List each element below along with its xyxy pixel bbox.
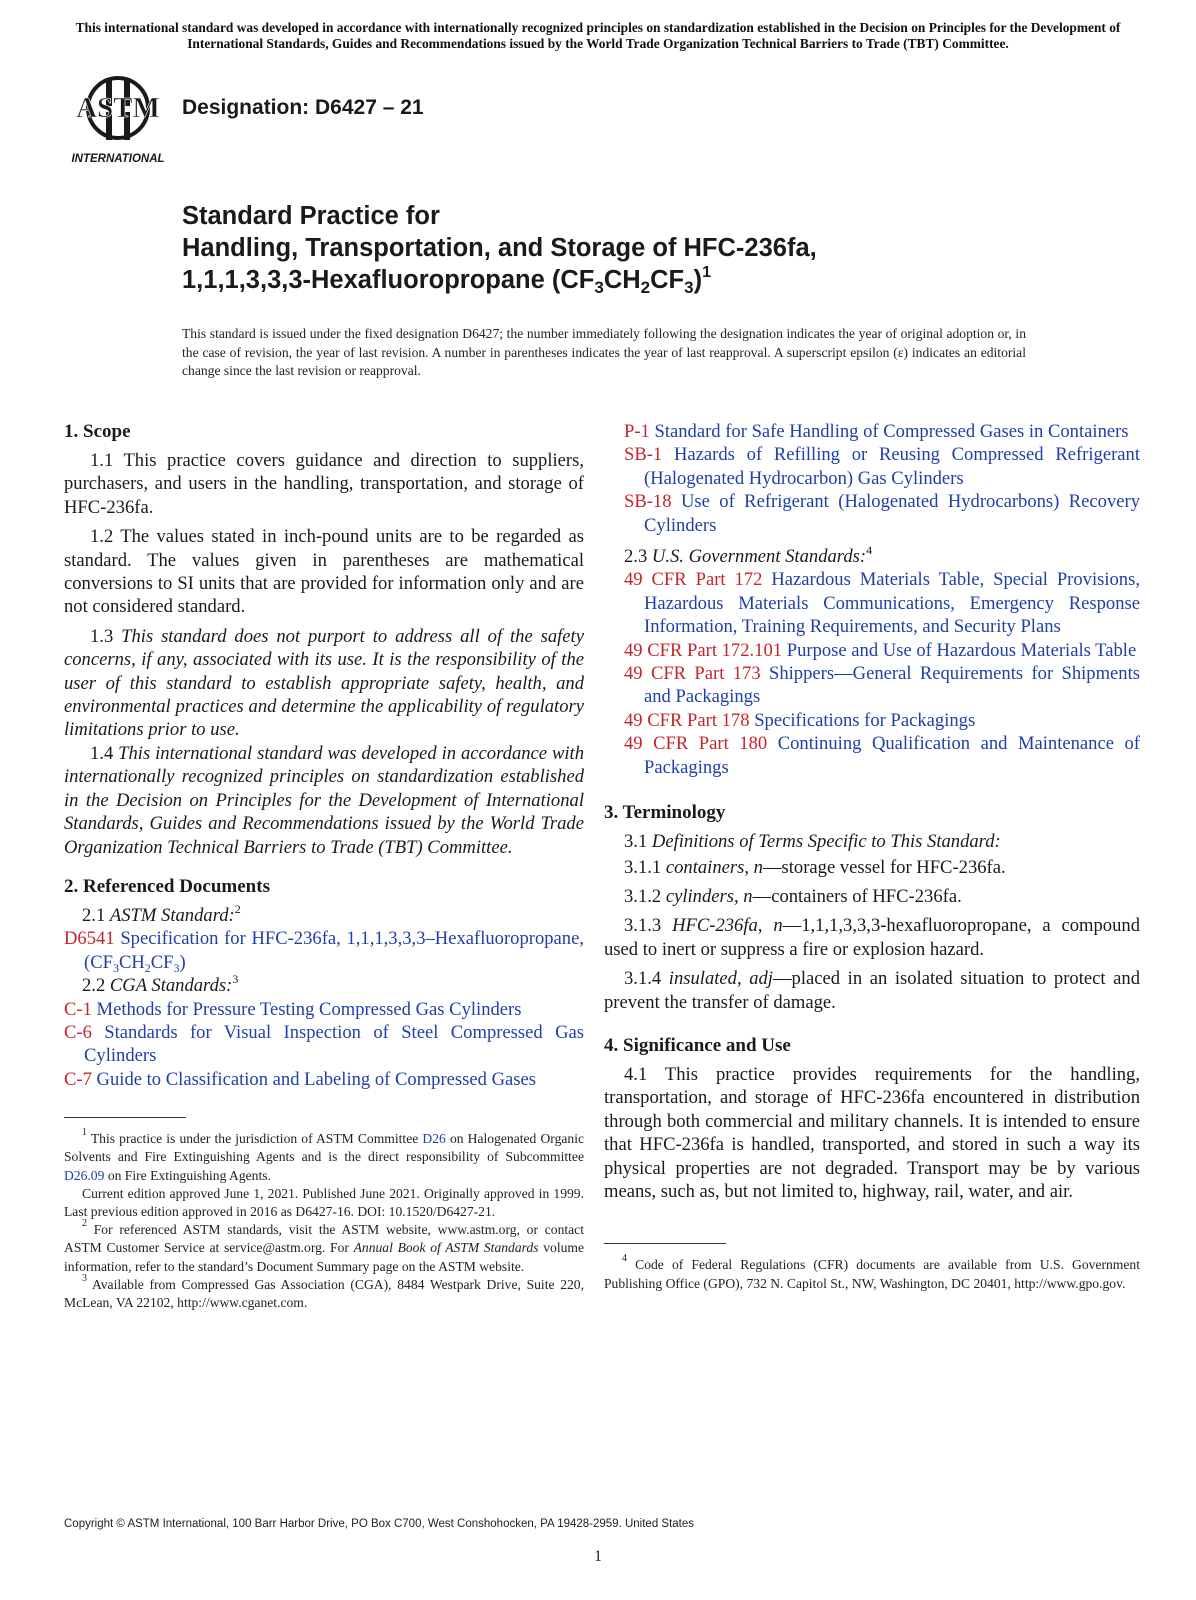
para-1-2: 1.2 The values stated in inch-pound units are to be regarded as standard. The values given in parentheses are mathematical conversions to SI units that are provided for information only and are not considered standard. [64, 526, 584, 618]
footnote-2: $^2$ For referenced ASTM standards, visit the ASTM website, www.astm.org, or contact ASTM Customer Service at service@astm.org. For Annual Book of ASTM Standards volume information, refer to the standard’s Document Summary page on the ASTM website. [64, 1218, 585, 1274]
footnotes-left [64, 1127, 585, 1312]
para-1-3: 1.3 This standard does not purport to address all of the safety concerns, if any, associated with its use. It is the responsibility of the user of this standard to establish appropriate safety, health, and environmental practices and determine the applicability of regulatory limitations prior to use. [64, 625, 584, 741]
subsection-2-3: 2.3 U.S. Government Standards:$^4$ [624, 543, 873, 568]
subsection-3-1: 3.1 Definitions of Terms Specific to This Standard: [624, 831, 1001, 853]
footnote-1-edition: Current edition approved June 1, 2021. Published June 2021. Originally approved in 1999. Last previous edition approved in 2016 as D6427-16. DOI: 10.1520/D6427-21. [64, 1185, 584, 1219]
ref-49cfr-173[interactable]: 49 CFR Part 173 Shippers—General Requirements for Shipments and Packagings [624, 663, 1141, 708]
term-3-1-2: 3.1.2 cylinders, n—containers of HFC-236fa. [624, 885, 962, 907]
page-number: 1 [594, 1548, 602, 1565]
term-3-1-3: 3.1.3 HFC-236fa, n—1,1,1,3,3,3-hexafluoropropane, a compound used to inert or suppress a fire or explosion hazard. [604, 915, 1140, 960]
footnote-4: $^4$ Code of Federal Regulations (CFR) documents are available from U.S. Government Publishing Office (GPO), 732 N. Capitol St., NW, Washington, DC 20401, http://www.gpo.gov. [604, 1253, 1140, 1291]
link-d26-09[interactable]: D26.09 [64, 1167, 105, 1183]
footnote-1: $^1$ This practice is under the jurisdiction of ASTM Committee D26 on Halogenated Organic Solvents and Fire Extinguishing Agents and is the direct responsibility of Subcommittee D26.09 on Fire Extinguishing Agents. [64, 1127, 585, 1183]
subsection-2-1: 2.1 ASTM Standard:$^2$ [82, 901, 241, 926]
link-d26[interactable]: D26 [422, 1131, 446, 1147]
astm-logo-icon [66, 70, 170, 166]
footnote-3: $^3$ Available from Compressed Gas Association (CGA), 8484 Westpark Drive, Suite 220, McLean, VA 22102, http://www.cganet.com. [64, 1272, 584, 1310]
designation: Designation: D6427 – 21 [182, 96, 424, 119]
footnotes-right [604, 1253, 1140, 1292]
term-3-1-1: 3.1.1 containers, n—storage vessel for HFC-236fa. [624, 856, 1006, 878]
footnote-rule-right [604, 1243, 726, 1244]
title-line-1: Standard Practice for [182, 202, 440, 230]
section-heading-terminology: 3. Terminology [604, 802, 726, 824]
ref-49cfr-172[interactable]: 49 CFR Part 172 Hazardous Materials Table, Special Provisions, Hazardous Materials Communications, Emergency Response Information, Training Requirements, and Security Plans [624, 569, 1140, 638]
ref-sb-1[interactable]: SB-1 Hazards of Refilling or Reusing Compressed Refrigerant (Halogenated Hydrocarbon) Gas Cylinders [624, 444, 1140, 489]
subsection-2-2: 2.2 CGA Standards:$^3$ [82, 972, 239, 997]
term-3-1-4: 3.1.4 insulated, adj—placed in an isolated situation to protect and prevent the transfer of damage. [604, 968, 1140, 1013]
copyright-line: Copyright © ASTM International, 100 Barr Harbor Drive, PO Box C700, West Conshohocken, PA 19428-2959. United States [64, 1518, 695, 1530]
logo-lettering: ASTM [76, 92, 160, 124]
ref-p-1[interactable]: P-1 Standard for Safe Handling of Compressed Gases in Containers [624, 421, 1129, 442]
title-footnote-mark[interactable]: 1 [702, 264, 712, 281]
issued-note: This standard is issued under the fixed designation D6427; the number immediately following the designation indicates the year of original adoption or, in the case of revision, the year of last revision. A number in parentheses indicates the year of last reapproval. A superscript epsilon (ε) indicates an editorial change since the last revision or reapproval. [182, 326, 1026, 378]
left-column [64, 420, 584, 1312]
ref-49cfr-172-101[interactable]: 49 CFR Part 172.101 Purpose and Use of Hazardous Materials Table [624, 639, 1137, 661]
right-column [604, 420, 1141, 1293]
ref-sb-18[interactable]: SB-18 Use of Refrigerant (Halogenated Hydrocarbons) Recovery Cylinders [624, 491, 1140, 536]
document-title [182, 200, 1142, 296]
title-line-2: Handling, Transportation, and Storage of HFC-236fa, [182, 234, 817, 262]
para-1-1: 1.1 This practice covers guidance and direction to suppliers, purchasers, and users in the handling, transportation, and storage of HFC-236fa. [64, 450, 584, 518]
section-heading-referenced: 2. Referenced Documents [64, 875, 270, 897]
astm-logo [66, 70, 170, 166]
section-heading-scope: 1. Scope [64, 421, 131, 442]
ref-d6541[interactable]: D6541 Specification for HFC-236fa, 1,1,1,3,3,3–Hexafluoropropane, $(CF_3CH_2CF_3)$ [64, 928, 584, 975]
tbt-notice: This international standard was developed in accordance with internationally recognized principles on standardization established in the Decision on Principles for the Development of International Standards, Guides and Recommendations issued by the World Trade Organization Technical Barriers to Trade (TBT) Committee. [75, 20, 1121, 51]
footnote-rule-left [64, 1117, 186, 1118]
ref-c-7[interactable]: C-7 Guide to Classification and Labeling of Compressed Gases [64, 1068, 536, 1090]
title-line-3: 1,1,1,3,3,3-Hexafluoropropane $(CF_3CH_2CF_3)^1$ [182, 264, 712, 297]
ref-49cfr-178[interactable]: 49 CFR Part 178 Specifications for Packagings [624, 709, 976, 731]
ref-c-6[interactable]: C-6 Standards for Visual Inspection of Steel Compressed Gas Cylinders [64, 1021, 584, 1067]
para-4-1: 4.1 This practice provides requirements for the handling, transportation, and storage of HFC-236fa encountered in distribution through both commercial and military channels. It is intended to ensure that HFC-236fa is handled, transported, and stored in such a way its physical properties are not degraded. Transport may be by various means, such as, but not limited to, highway, rail, water, and air. [604, 1063, 1140, 1202]
para-1-4: 1.4 This international standard was developed in accordance with internationally recognized principles on standardization established in the Decision on Principles for the Development of International Standards, Guides and Recommendations issued by the World Trade Organization Technical Barriers to Trade (TBT) Committee. [64, 742, 584, 858]
logo-subtext: INTERNATIONAL [71, 153, 165, 165]
ref-49cfr-180[interactable]: 49 CFR Part 180 Continuing Qualification and Maintenance of Packagings [624, 733, 1141, 778]
section-heading-significance: 4. Significance and Use [604, 1034, 791, 1056]
ref-c-1[interactable]: C-1 Methods for Pressure Testing Compressed Gas Cylinders [64, 998, 522, 1020]
